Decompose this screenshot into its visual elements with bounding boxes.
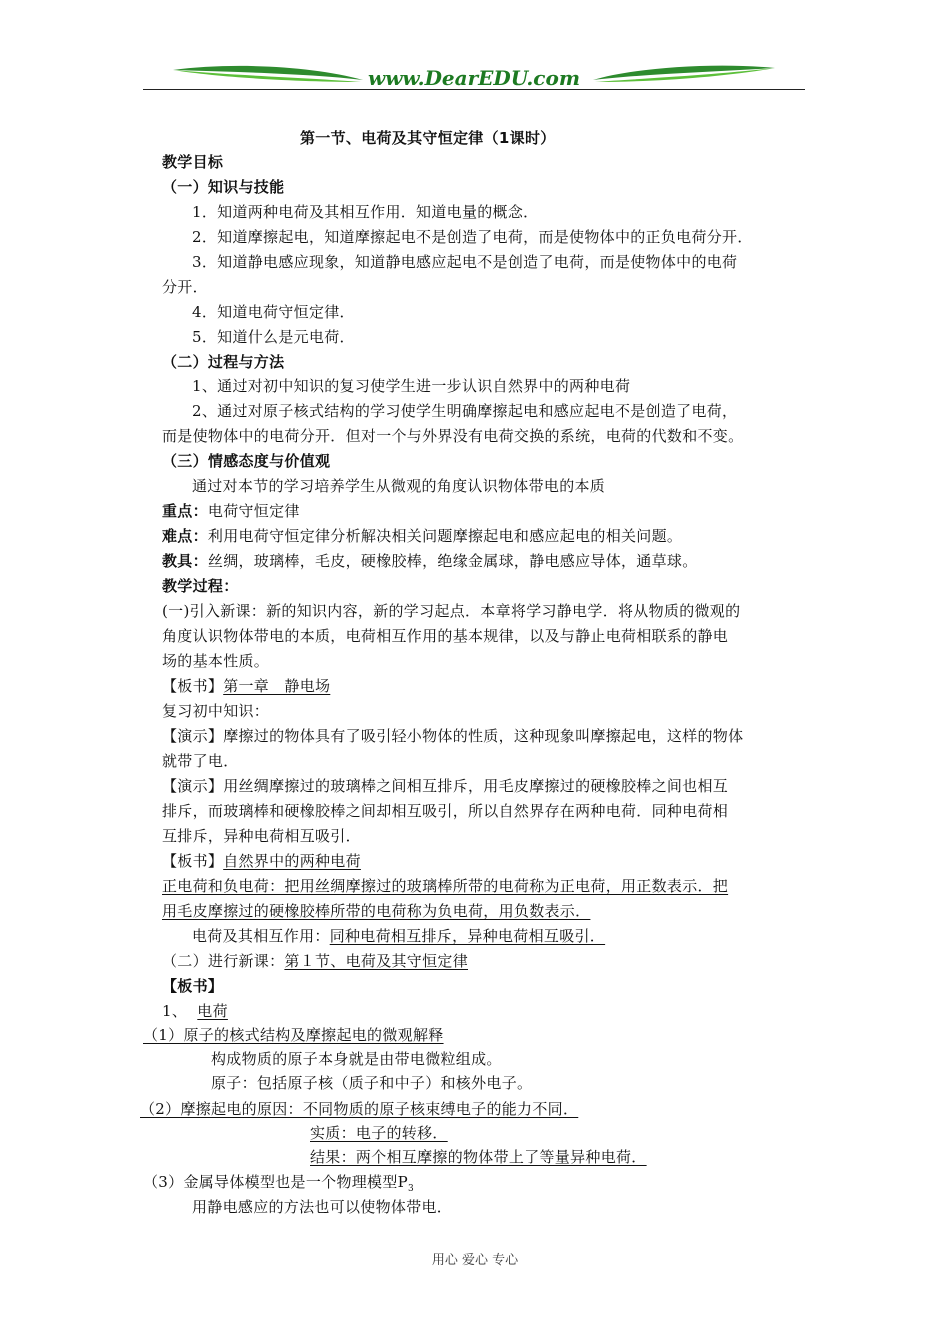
demo2-line: 用丝绸摩擦过的玻璃棒之间相互排斥，用毛皮摩擦过的硬橡胶棒之间也相互	[223, 777, 729, 795]
demo-tag: 【演示】	[162, 727, 224, 745]
tools	[162, 550, 698, 572]
process-heading: 教学过程：	[162, 577, 239, 595]
demo1	[162, 725, 743, 747]
sec2-item: 1、通过对初中知识的复习使学生进一步认识自然界中的两种电荷	[192, 377, 631, 395]
sec1-item: 分开．	[162, 278, 208, 296]
sec1-item: 4．知道电荷守恒定律．	[192, 303, 355, 321]
demo2-line: 排斥，而玻璃棒和硬橡胶棒之间却相互吸引，所以自然界存在两种电荷．同种电荷相	[162, 802, 729, 820]
sec2-item: 而是使物体中的电荷分开．但对一个与外界没有电荷交换的系统，电荷的代数和不变。	[162, 427, 744, 445]
board3: 【板书】	[162, 977, 224, 995]
keypoint-text: 电荷守恒定律	[207, 502, 300, 520]
sec2-item: 2、通过对原子核式结构的学习使学生明确摩擦起电和感应起电不是创造了电荷，	[192, 402, 738, 420]
item1	[162, 1000, 228, 1022]
sub3-line: 用静电感应的方法也可以使物体带电．	[192, 1198, 453, 1216]
sub1-line: 构成物质的原子本身就是由带电微粒组成。	[211, 1050, 502, 1068]
item1-text: 电荷	[197, 1002, 228, 1020]
difficulty	[162, 525, 682, 547]
banner-logo	[143, 60, 805, 92]
tools-label: 教具：	[162, 552, 208, 570]
sec2-heading: （二）过程与方法	[162, 353, 285, 371]
sec1-item: 3．知道静电感应现象，知道静电感应起电不是创造了电荷，而是使物体中的电荷	[192, 253, 738, 271]
interaction	[192, 925, 605, 947]
sec1-item: 1．知道两种电荷及其相互作用．知道电量的概念．	[192, 203, 539, 221]
page-title: 第一节、电荷及其守恒定律（1课时）	[300, 129, 556, 147]
demo1-line: 就带了电．	[162, 752, 239, 770]
sub1-heading: （1）原子的核式结构及摩擦起电的微观解释	[143, 1026, 444, 1044]
objectives-heading: 教学目标	[162, 153, 224, 171]
demo1-line: 摩擦过的物体具有了吸引轻小物体的性质，这种现象叫摩擦起电，这样的物体	[223, 727, 744, 745]
result: 结果：两个相互摩擦的物体带上了等量异种电荷．	[310, 1148, 647, 1166]
sec3-heading: （三）情感态度与价值观	[162, 452, 331, 470]
site-url: www.DearEDU.com	[367, 66, 581, 90]
new-lesson-text: 第１节、电荷及其守恒定律	[284, 952, 469, 970]
intro-line: 场的基本性质。	[162, 652, 270, 670]
tools-text: 丝绸，玻璃棒，毛皮，硬橡胶棒，绝缘金属球，静电感应导体，通草球。	[207, 552, 698, 570]
intro-line: (一)引入新课：新的知识内容，新的学习起点．本章将学习静电学．将从物质的微观的	[162, 602, 741, 620]
keypoint	[162, 500, 300, 522]
sec3-text: 通过对本节的学习培养学生从微观的角度认识物体带电的本质	[192, 477, 606, 495]
demo2-line: 互排斥，异种电荷相互吸引．	[162, 827, 361, 845]
header-rule	[143, 89, 805, 90]
board2-text: 自然界中的两种电荷	[223, 852, 361, 870]
site-banner	[143, 60, 805, 92]
keypoint-label: 重点：	[162, 502, 208, 520]
item1-num: 1、	[162, 1002, 188, 1020]
sec1-item: 5．知道什么是元电荷．	[192, 328, 355, 346]
difficulty-label: 难点：	[162, 527, 208, 545]
sub3-text: （3）金属导体模型也是一个物理模型P	[143, 1173, 409, 1191]
difficulty-text: 利用电荷守恒定律分析解决相关问题摩擦起电和感应起电的相关问题。	[207, 527, 683, 545]
posneg-line: 正电荷和负电荷：把用丝绸摩擦过的玻璃棒所带的电荷称为正电荷，用正数表示．把	[162, 877, 729, 895]
board1	[162, 675, 330, 697]
new-lesson-label: （二）进行新课：	[162, 952, 285, 970]
sub1-line: 原子：包括原子核（质子和中子）和核外电子。	[211, 1074, 533, 1092]
posneg-line: 用毛皮摩擦过的硬橡胶棒所带的电荷称为负电荷，用负数表示．	[162, 902, 591, 920]
sub3-subscript: 3	[408, 1184, 415, 1194]
board-tag: 【板书】	[162, 852, 224, 870]
board1-text: 第一章 静电场	[223, 677, 331, 695]
sec1-heading: （一）知识与技能	[162, 178, 285, 196]
essence: 实质：电子的转移．	[310, 1124, 448, 1142]
intro-line: 角度认识物体带电的本质，电荷相互作用的基本规律，以及与静止电荷相联系的静电	[162, 627, 729, 645]
demo-tag: 【演示】	[162, 777, 224, 795]
interaction-label: 电荷及其相互作用：	[192, 927, 330, 945]
board2	[162, 850, 361, 872]
interaction-text: 同种电荷相互排斥，异种电荷相互吸引．	[329, 927, 606, 945]
sub2-heading: （2）摩擦起电的原因：不同物质的原子核束缚电子的能力不同．	[140, 1100, 579, 1118]
page-footer: 用心 爱心 专心	[431, 1253, 519, 1268]
sec1-item: 2．知道摩擦起电，知道摩擦起电不是创造了电荷，而是使物体中的正负电荷分开．	[192, 228, 753, 246]
board-tag: 【板书】	[162, 677, 224, 695]
demo2	[162, 775, 728, 797]
review: 复习初中知识：	[162, 702, 270, 720]
new-lesson	[162, 950, 468, 972]
